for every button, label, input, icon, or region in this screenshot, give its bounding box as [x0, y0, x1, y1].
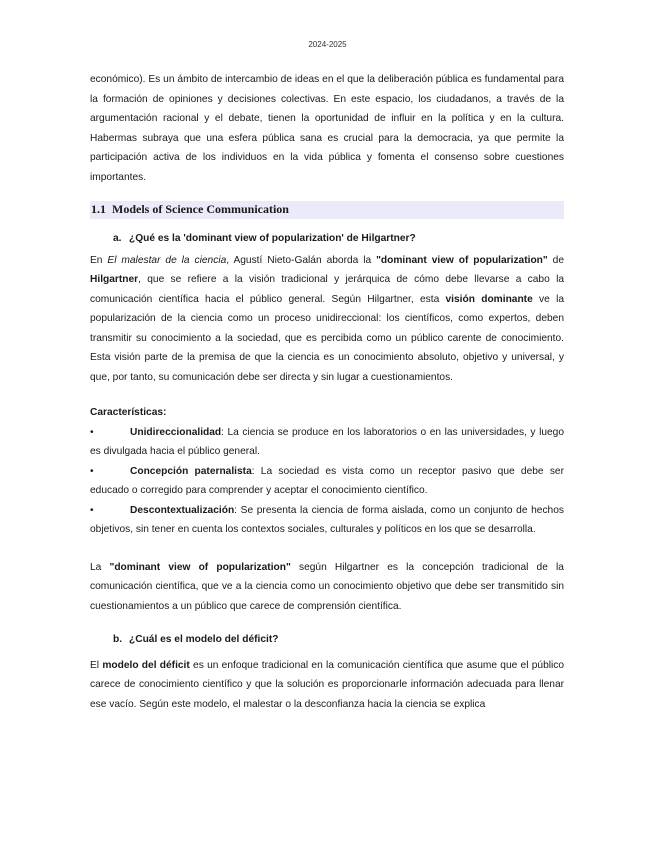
book-title: El malestar de la ciencia	[107, 254, 227, 266]
section-heading	[90, 201, 564, 219]
subsection-a-heading	[113, 229, 564, 249]
subsection-b-paragraph: El modelo del déficit es un enfoque tradicional en la comunicación científica que asume que el público carece de conocimiento científico y que la solución es proporcionarle información adecuada para llenar ese vacío. Según este modelo, el malestar o la desconfianza hacia la ciencia se explica	[90, 659, 565, 710]
section-title: Models of Science Communication	[112, 202, 289, 217]
list-item	[90, 423, 564, 462]
subsection-a-paragraph-2: La "dominant view of popularization" según Hilgartner es la concepción tradicional de la comunicación científica, que ve a la ciencia como un conocimiento objetivo que debe ser transmitido sin cuestionamientos a un público que carece de comprensión científica.	[90, 561, 564, 612]
section-number: 1.1	[91, 202, 106, 217]
subsection-a-paragraph-1: En El malestar de la ciencia, Agustí Nieto-Galán aborda la "dominant view of popularization" de Hilgartner, que se refiere a la visión tradicional y jerárquica de cómo debe llevarse a cabo la comunicación científica hacia el público general. Según Hilgartner, esta visión dominante ve la popularización de la ciencia como un proceso unidireccional: los científicos, como expertos, deben transmitir su conocimiento a la sociedad, que es percibida como un público carente de conocimiento. Esta visión parte de la premisa de que la ciencia es un conocimiento absoluto, objetivo y universal, y que, por tanto, su comunicación debe ser directa y sin lugar a cuestionamientos.	[90, 254, 564, 383]
intro-paragraph: económico). Es un ámbito de intercambio de ideas en el que la deliberación pública es fundamental para la formación de opiniones y decisiones colectivas. En este espacio, los ciudadanos, a través de la argumentación racional y el debate, tienen la oportunidad de influir en la política y en la cultura. Habermas subraya que una esfera pública sana es crucial para la democracia, ya que permite la participación activa de los individuos en la vida pública y fomenta el consenso sobre cuestiones importantes.	[90, 74, 564, 183]
list-item	[90, 462, 564, 501]
subsection-b-title: ¿Cuál es el modelo del déficit?	[129, 634, 279, 645]
bullet-text: : La ciencia se produce en los laboratorios o en las universidades, y luego es divulgada hacia el público general.	[90, 426, 564, 457]
bullet-text: : La sociedad es vista como un receptor pasivo que debe ser educado o corregido para comprender y aceptar el conocimiento científico.	[90, 465, 564, 496]
bullet-text: : Se presenta la ciencia de forma aislada, como un conjunto de hechos objetivos, sin tener en cuenta los contextos sociales, culturales y políticos en los que se desarrolla.	[90, 504, 564, 535]
bullet-term: Concepción paternalista	[130, 465, 252, 477]
page-header-year: 2024-2025	[308, 40, 347, 49]
bullet-term: Unidireccionalidad	[130, 426, 222, 438]
bullet-term: Descontextualización	[130, 504, 235, 516]
term-modelo-deficit: modelo del déficit	[102, 659, 190, 671]
bullet-marker: •	[90, 504, 94, 516]
characteristics-label: Características:	[90, 407, 167, 418]
page-content	[90, 70, 564, 714]
subsection-b-heading	[113, 630, 564, 650]
term-dominant-view-2: "dominant view of popularization"	[109, 561, 291, 573]
term-hilgartner: Hilgartner	[90, 274, 139, 285]
term-vision-dominante: visión dominante	[445, 293, 533, 305]
bullet-marker: •	[90, 426, 94, 438]
subsection-a-title: ¿Qué es la 'dominant view of popularization' de Hilgartner?	[129, 233, 416, 244]
subsection-b-letter: b.	[113, 634, 123, 645]
bullet-marker: •	[90, 465, 94, 477]
subsection-a-letter: a.	[113, 233, 122, 244]
list-item	[90, 501, 564, 540]
term-dominant-view: "dominant view of popularization"	[376, 254, 548, 266]
